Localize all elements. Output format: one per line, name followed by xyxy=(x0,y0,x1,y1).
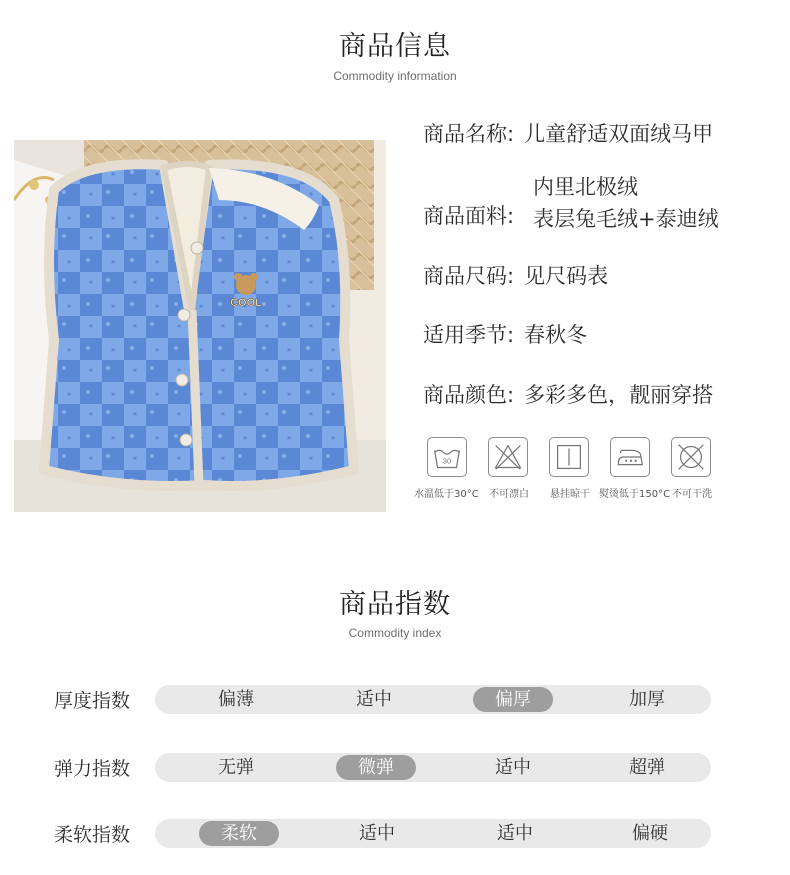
fabric-value-1: 内里北极绒 xyxy=(533,175,638,199)
softness-option: 适中 xyxy=(497,823,533,844)
wash-30-icon xyxy=(427,437,467,477)
thickness-option: 适中 xyxy=(356,689,392,710)
care-label-hang-dry: 悬挂晾干 xyxy=(550,489,590,500)
wash-temp-text: 30 xyxy=(442,456,452,466)
name-value: 儿童舒适双面绒马甲 xyxy=(524,122,714,146)
hang-dry-icon xyxy=(549,437,589,477)
info-section-subtitle: Commodity information xyxy=(333,69,457,83)
index-section-subtitle: Commodity index xyxy=(348,626,442,640)
care-label-no-bleach: 不可漂白 xyxy=(489,489,529,500)
product-photo xyxy=(14,140,386,512)
fabric-value-2: 表层兔毛绒+泰迪绒 xyxy=(533,207,719,231)
thickness-option: 加厚 xyxy=(629,689,665,710)
info-section-title: 商品信息 xyxy=(339,31,451,62)
iron-icon xyxy=(610,437,650,477)
softness-option: 偏硬 xyxy=(632,823,668,844)
name-label: 商品名称: xyxy=(423,122,515,146)
softness-option: 适中 xyxy=(359,823,395,844)
no-dry-clean-icon xyxy=(671,437,711,477)
softness-option-selected: 柔软 xyxy=(199,821,279,846)
season-label: 适用季节: xyxy=(423,323,515,347)
elasticity-option: 超弹 xyxy=(629,757,665,778)
vest-badge-text: COOL xyxy=(230,297,262,309)
size-label: 商品尺码: xyxy=(423,264,515,288)
care-label-no-dry-clean: 不可干洗 xyxy=(672,489,712,500)
softness-index-bar xyxy=(155,819,711,848)
season-value: 春秋冬 xyxy=(524,323,588,347)
color-value: 多彩多色，靓丽穿搭 xyxy=(524,383,714,407)
fabric-label: 商品面料: xyxy=(423,204,515,228)
info-row-color xyxy=(423,379,713,409)
thickness-index-bar xyxy=(155,685,711,714)
care-label-wash: 水温低于30°C xyxy=(414,489,479,500)
thickness-option: 偏薄 xyxy=(218,689,254,710)
color-label: 商品颜色: xyxy=(423,383,515,407)
elasticity-option-selected: 微弹 xyxy=(336,755,416,780)
thickness-option-selected: 偏厚 xyxy=(473,687,553,712)
info-row-season xyxy=(423,319,587,349)
no-bleach-icon xyxy=(488,437,528,477)
index-section-title: 商品指数 xyxy=(339,589,451,620)
thickness-index-label: 厚度指数 xyxy=(54,690,131,712)
elasticity-option: 适中 xyxy=(495,757,531,778)
elasticity-index-label: 弹力指数 xyxy=(54,758,131,780)
softness-index-label: 柔软指数 xyxy=(54,824,131,846)
care-label-iron: 熨烫低于150°C xyxy=(599,489,671,500)
elasticity-index-bar xyxy=(155,753,711,782)
info-row-name xyxy=(423,118,713,148)
info-row-size xyxy=(423,260,608,290)
info-row-fabric xyxy=(423,185,514,230)
size-value: 见尺码表 xyxy=(524,264,609,288)
vest-illustration xyxy=(14,140,386,512)
elasticity-option: 无弹 xyxy=(218,757,254,778)
